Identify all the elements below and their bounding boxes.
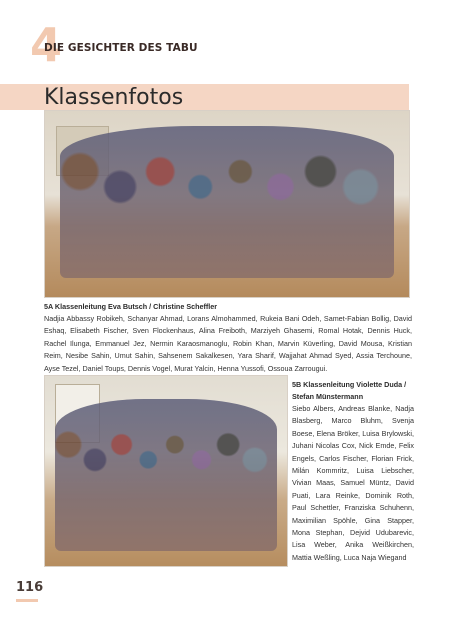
class-photo-5b (44, 375, 288, 567)
students-group (60, 126, 395, 279)
class-photo-5a (44, 110, 410, 298)
page-title: Klassenfotos (44, 85, 184, 110)
chapter-number: 4 (30, 18, 63, 72)
caption-5a: 5A Klassenleitung Eva Butsch / Christine Scheffler (44, 302, 218, 311)
caption-5b: 5B Klassenleitung Violette Duda / Stefan Münstermann (292, 380, 407, 402)
students-group (55, 399, 278, 551)
student-list-5b: Siebo Albers, Andreas Blanke, Nadja Blasberg, Marco Bluhm, Svenja Boese, Elena Bröker, Luisa Brylowski, Juhani Nicolas Cox, Nick Emde, Felix Engels, Carlos Fischer, Florian Frick, Milán Kommritz, Luisa Liebscher, Vivian Maas, Samuel Müntz, David Puati, Lara Reinke, Dominik Roth, Paul Schettler, Franziska Schuhenn, Maximilian Spöhle, Gina Stapper, Mona Stephan, Dejvid Udubarevic, Lisa Weber, Anika Weißkirchen, Mattia Weßling, Luca Naja Wiegand (292, 404, 414, 562)
page-number: 116 (16, 580, 44, 595)
chapter-title: DIE GESICHTER DES TABU (44, 42, 198, 54)
page-number-rule (16, 599, 38, 602)
student-list-5a: Nadjia Abbassy Robikeh, Schanyar Ahmad, Lorans Almohammed, Rukeia Bani Odeh, Samet-Fabian Bollig, David Eshaq, Elisabeth Fischer, Sven Flockenhaus, Alina Freiboth, Marziyeh Ghasemi, Romal Hotak, Dennis Huck, Rachel Ilunga, Emmanuel Jez, Nermin Karaosmanoglu, Robin Khan, Marvin Küverling, David Mousa, Kristian Reim, Nesibe Sahin, Umut Sahin, Sahsenem Sakalkesen, Yara Sharif, Wajjahat Ahmad Syed, Assia Terchoune, Ayse Tezel, Daniel Toups, Dennis Vogel, Murat Yalcin, Henna Yussofi, Ossoua Zarrougui. (44, 314, 412, 373)
